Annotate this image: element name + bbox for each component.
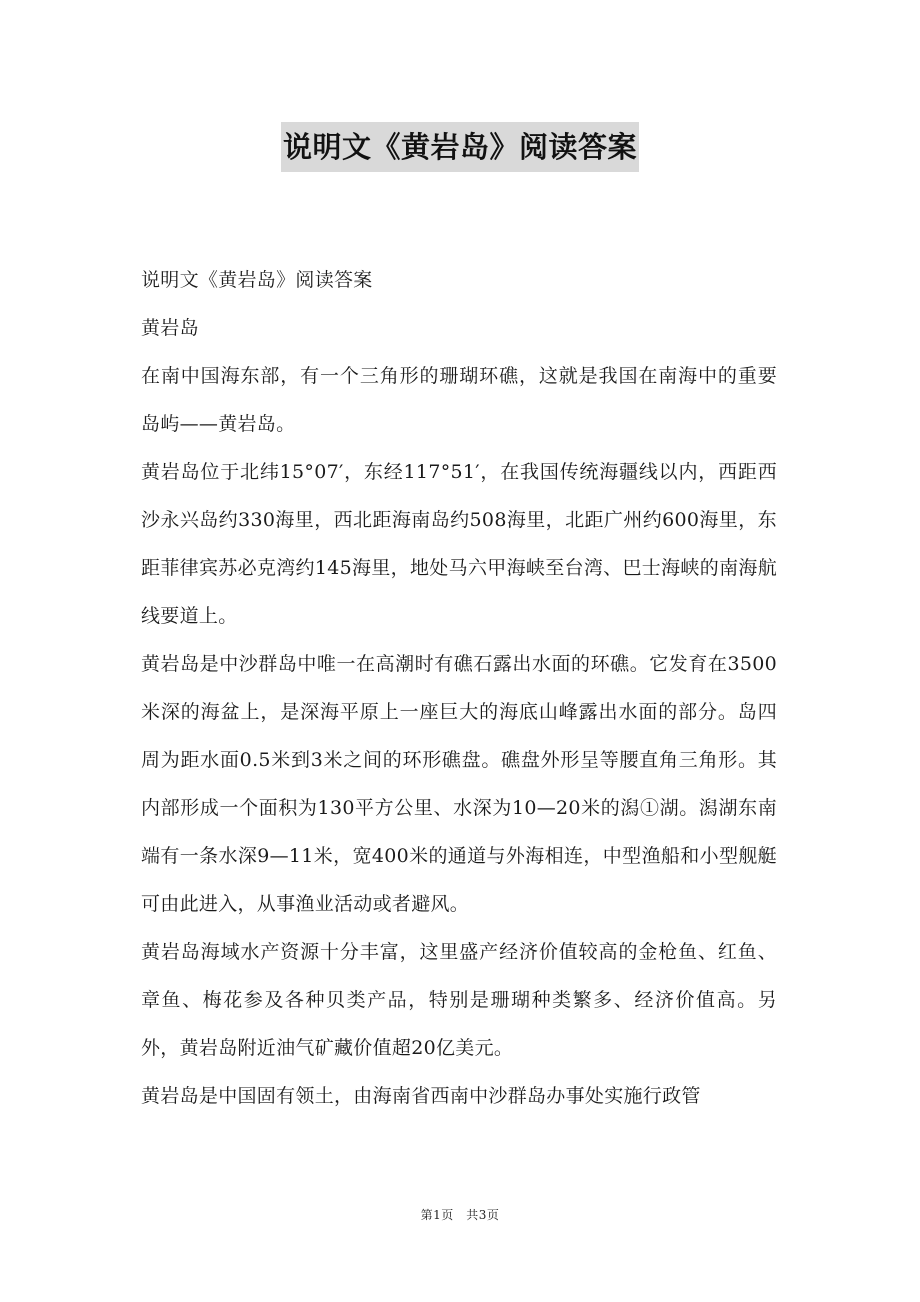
paragraph-intro: 在南中国海东部，有一个三角形的珊瑚环礁，这就是我国在南海中的重要岛屿——黄岩岛。 — [141, 365, 777, 435]
document-title: 说明文《黄岩岛》阅读答案 — [281, 122, 639, 172]
paragraph-location: 黄岩岛位于北纬15°07′，东经117°51′，在我国传统海疆线以内，西距西沙永兴岛约330海里，西北距海南岛约508海里，北距广州约600海里，东距菲律宾苏必克湾约145海里，地处马六甲海峡至台湾、巴士海峡的南海航线要道上。 — [141, 461, 777, 627]
paragraph-geology: 黄岩岛是中沙群岛中唯一在高潮时有礁石露出水面的环礁。它发育在3500米深的海盆上，是深海平原上一座巨大的海底山峰露出水面的部分。岛四周为距水面0.5米到3米之间的环形礁盘。礁盘外形呈等腰直角三角形。其内部形成一个面积为130平方公里、水深为10—20米的潟①湖。潟湖东南端有一条水深9—11米，宽400米的通道与外海相连，中型渔船和小型舰艇可由此进入，从事渔业活动或者避风。 — [141, 653, 777, 915]
paragraph-heading: 黄岩岛 — [141, 317, 199, 339]
paragraph-resources: 黄岩岛海域水产资源十分丰富，这里盛产经济价值较高的金枪鱼、红鱼、章鱼、梅花参及各种贝类产品，特别是珊瑚种类繁多、经济价值高。另外，黄岩岛附近油气矿藏价值超20亿美元。 — [141, 941, 777, 1059]
title-area — [0, 122, 920, 172]
page-footer: 第1页 共3页 — [420, 1208, 500, 1222]
paragraph-subtitle: 说明文《黄岩岛》阅读答案 — [141, 269, 373, 291]
paragraph-sovereignty: 黄岩岛是中国固有领土，由海南省西南中沙群岛办事处实施行政管 — [141, 1085, 701, 1107]
document-body — [141, 256, 777, 1120]
